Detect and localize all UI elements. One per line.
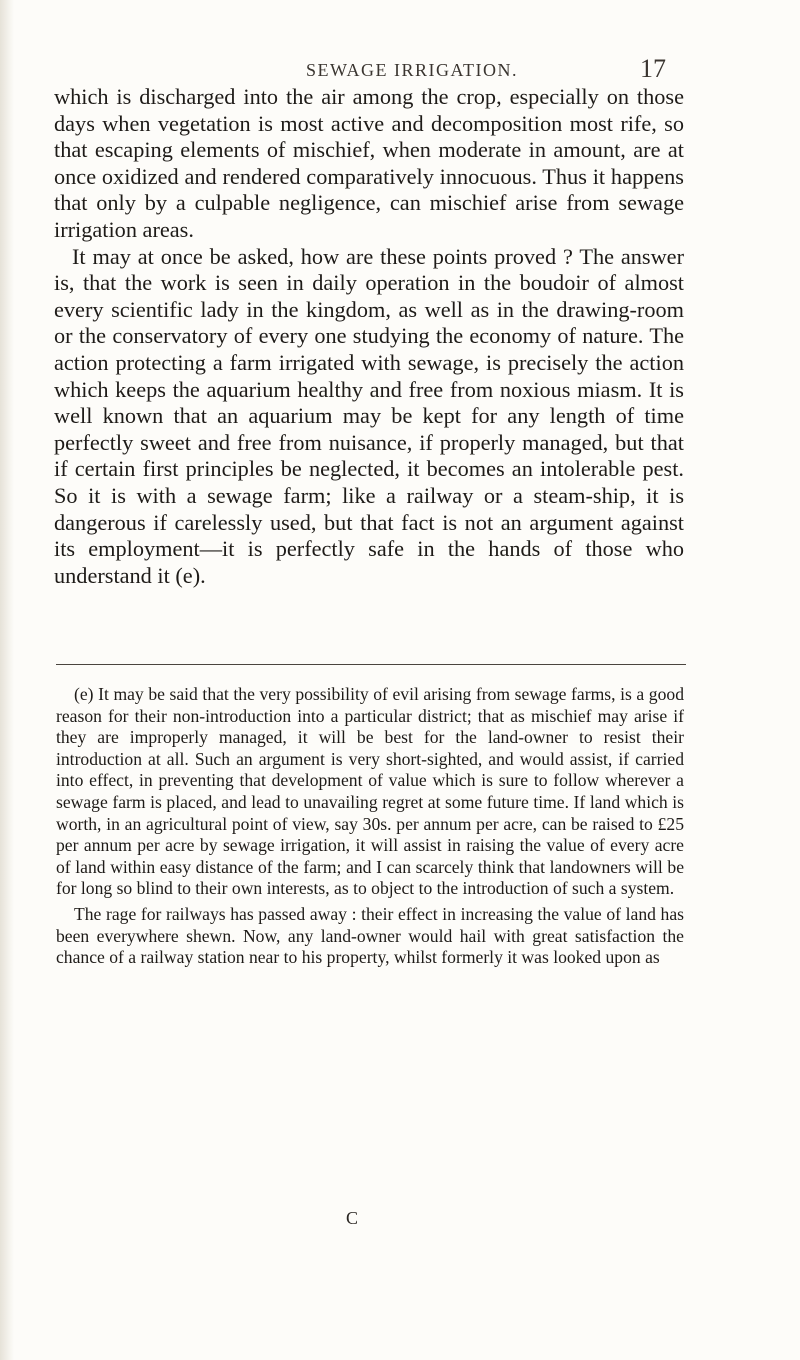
paragraph-1: which is discharged into the air among the crop, especially on those days when vegetation is most active and decomposition most rife, so that escaping elements of mischief, when moderate in amount, are at once oxidized and rendered comparatively innocuous. Thus it happens that only by a culpable negligence, can mischief arise from sewage irrigation areas. xyxy=(54,84,684,242)
running-title: SEWAGE IRRIGATION. xyxy=(306,60,518,80)
footnote-continuation: The rage for railways has passed away : their effect in increasing the value of land has been everywhere shewn. Now, any land-owner would hail with great satisfaction the chance of a railway station near to his property, whilst formerly it was looked upon as xyxy=(56,903,684,968)
footnote-e: (e) It may be said that the very possibility of evil arising from sewage farms, is a good reason for their non-introduction into a particular district; that as mischief may arise if they are improperly managed, it will be best for the land-owner to resist their introduction at all. Such an argument is very short-sighted, and would assist, if carried into effect, in preventing that development of value which is sure to follow wherever a sewage farm is placed, and lead to unavailing regret at some future time. If land which is worth, in an agricultural point of view, say 30s. per annum per acre, can be raised to £25 per annum per acre by sewage irrigation, it will assist in raising the value of every acre of land within easy distance of the farm; and I can scarcely think that landowners will be for long so blind to their own interests, as to object to the introduction of such a system. xyxy=(56,684,684,899)
paragraph-2: It may at once be asked, how are these points proved ? The answer is, that the work is seen in daily operation in the boudoir of almost every scientific lady in the kingdom, as well as in the drawing-room or the conservatory of every one studying the economy of nature. The action protecting a farm irrigated with sewage, is precisely the action which keeps the aquarium healthy and free from noxious miasm. It is well known that an aquarium may be kept for any length of time perfectly sweet and free from nuisance, if properly managed, but that if certain first principles be neglected, it becomes an intolerable pest. So it is with a sewage farm; like a railway or a steam-ship, it is dangerous if carelessly used, but that fact is not an argument against its employment—it is perfectly safe in the hands of those who understand it (e). xyxy=(54,243,684,588)
running-head xyxy=(0,54,800,86)
signature-mark: C xyxy=(346,1208,359,1228)
footnote-block xyxy=(56,684,684,969)
page-number: 17 xyxy=(640,54,666,83)
page-binding-shadow xyxy=(0,0,14,1360)
main-text xyxy=(54,84,684,589)
footnote-divider xyxy=(56,664,686,665)
